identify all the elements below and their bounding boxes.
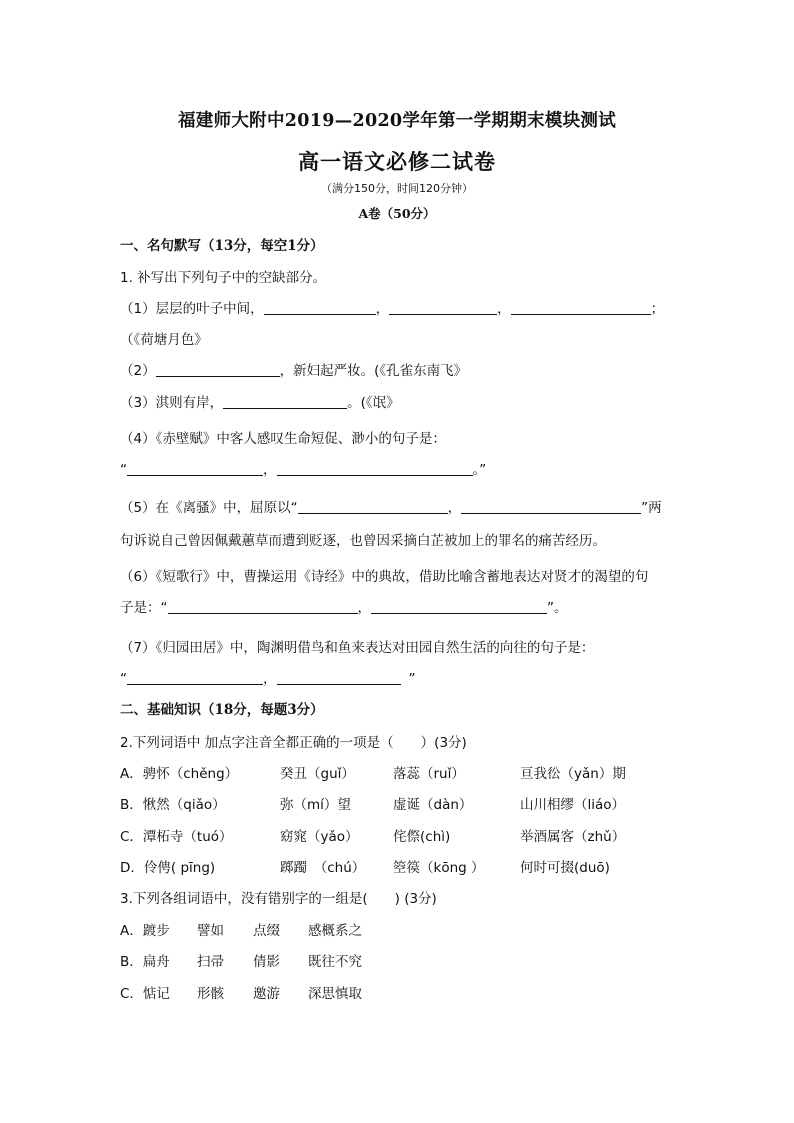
q1-item7-blanks	[120, 669, 416, 689]
item2-prefix: （2）	[120, 363, 156, 379]
close-quote: 。”	[472, 462, 487, 478]
comma: ，	[375, 301, 390, 317]
q2-option-3-0: D．伶俜( pīng)	[120, 860, 216, 876]
answer-blank[interactable]	[389, 300, 497, 315]
answer-blank[interactable]	[156, 362, 280, 377]
q2-option-3-2: 箜篌（kōng ）	[393, 860, 485, 876]
q2-option-0-3: 亘我彸（yǎn）期	[520, 766, 626, 782]
section2-heading: 二、基础知识（18分，每题3分）	[120, 702, 324, 718]
comma: ，	[357, 600, 371, 616]
q2-option-3-3: 何时可掇(duō)	[520, 860, 610, 876]
q1-item5	[120, 498, 662, 518]
answer-blank[interactable]	[461, 499, 641, 514]
q1-item4: （4）《赤壁赋》中客人感叹生命短促、渺小的句子是：	[120, 431, 446, 447]
answer-blank[interactable]	[168, 599, 358, 614]
q1-item6: （6）《短歌行》中，曹操运用《诗经》中的典故，借助比喻含蓄地表达对贤才的渴望的句	[120, 569, 649, 585]
close-quote: ”	[408, 671, 416, 687]
q3-option-2-3: 深思慎取	[308, 986, 362, 1002]
comma: ，	[497, 301, 511, 317]
answer-blank[interactable]	[277, 670, 401, 685]
q2-option-1-2: 虚诞（dàn）	[393, 797, 473, 813]
item5-prefix: （5）在《离骚》中，屈原以“	[120, 500, 298, 516]
q2-option-0-0: A．骋怀（chěng）	[120, 766, 239, 782]
answer-blank[interactable]	[298, 499, 448, 514]
exam-meta: （满分150分，时间120分钟）	[321, 182, 473, 195]
volume-label: A卷（50分）	[358, 206, 436, 221]
q1-item1	[120, 299, 664, 319]
q2-option-1-0: B．愀然（qiǎo）	[120, 797, 226, 813]
school-title: 福建师大附中2019—2020学年第一学期期末模块测试	[177, 111, 616, 131]
item6-suffix: ”。	[547, 600, 568, 616]
section1-heading: 一、名句默写（13分，每空1分）	[120, 238, 324, 254]
q3-option-0-3: 感概系之	[308, 923, 362, 939]
q3-option-0-1: 譬如	[197, 923, 224, 939]
item2-suffix: ，新妇起严妆。(《孔雀东南飞》	[279, 363, 468, 379]
q3-option-0-0: A．踱步	[120, 923, 170, 939]
q2-option-0-2: 落蕊（ruǐ）	[393, 766, 465, 782]
answer-blank[interactable]	[511, 300, 651, 315]
answer-blank[interactable]	[264, 300, 376, 315]
q3-option-1-3: 既往不究	[308, 954, 362, 970]
q1-item7: （7）《归园田居》中，陶渊明借鸟和鱼来表达对田园自然生活的向往的句子是：	[120, 640, 595, 656]
semicolon: ；	[650, 301, 665, 317]
open-quote: “	[120, 462, 127, 478]
q3-option-1-1: 扫帚	[197, 954, 224, 970]
item1-prefix: （1）层层的叶子中间，	[120, 301, 264, 317]
q3-option-2-1: 形骸	[197, 986, 224, 1002]
answer-blank[interactable]	[127, 461, 263, 476]
answer-blank[interactable]	[127, 670, 263, 685]
q2-option-1-3: 山川相缪（liáo）	[520, 797, 626, 813]
q1-item3	[120, 393, 400, 413]
q1-item1-source: （《荷塘月色》	[120, 332, 208, 348]
comma: ，	[447, 500, 462, 516]
q2-option-1-1: 弥（mí）望	[280, 797, 351, 813]
question3-stem: 3.下列各组词语中，没有错别字的一组是( ) (3分)	[120, 891, 437, 907]
question1-stem: 1. 补写出下列句子中的空缺部分。	[120, 270, 327, 286]
q1-item4-blanks	[120, 460, 486, 480]
item5-suffix: ”两	[641, 500, 662, 516]
q2-option-3-1: 踯躅 （chú）	[280, 860, 366, 876]
q3-option-2-2: 邀游	[253, 986, 280, 1002]
q3-option-2-0: C．惦记	[120, 986, 170, 1002]
q1-item5-line2: 句诉说自己曾因佩戴蕙草而遭到贬逐，也曾因采摘白芷被加上的罪名的痛苦经历。	[120, 533, 606, 549]
q2-option-2-2: 侘傺(chì)	[393, 829, 451, 845]
answer-blank[interactable]	[277, 461, 473, 476]
open-quote: “	[120, 671, 127, 687]
item6-prefix: 子是：“	[120, 600, 168, 616]
q1-item6-blanks	[120, 598, 568, 618]
q3-option-0-2: 点缀	[253, 923, 280, 939]
q2-option-2-0: C．潭柘寺（tuó）	[120, 829, 233, 845]
q3-option-1-0: B．扁舟	[120, 954, 170, 970]
q3-option-1-2: 倩影	[253, 954, 280, 970]
q1-item2	[120, 361, 467, 381]
item3-prefix: （3）淇则有岸，	[120, 395, 224, 411]
question2-stem: 2.下列词语中 加点字注音全都正确的一项是（ ）(3分)	[120, 735, 467, 751]
comma: ，	[263, 671, 277, 687]
answer-blank[interactable]	[223, 394, 347, 409]
q2-option-0-1: 癸丑（guǐ）	[280, 766, 355, 782]
item3-suffix: 。(《氓》	[347, 395, 400, 411]
answer-blank[interactable]	[371, 599, 547, 614]
comma: ，	[263, 462, 277, 478]
q2-option-2-3: 举酒属客（zhǔ）	[520, 829, 626, 845]
paper-title: 高一语文必修二试卷	[298, 149, 496, 174]
q2-option-2-1: 窈窕（yǎo）	[280, 829, 359, 845]
